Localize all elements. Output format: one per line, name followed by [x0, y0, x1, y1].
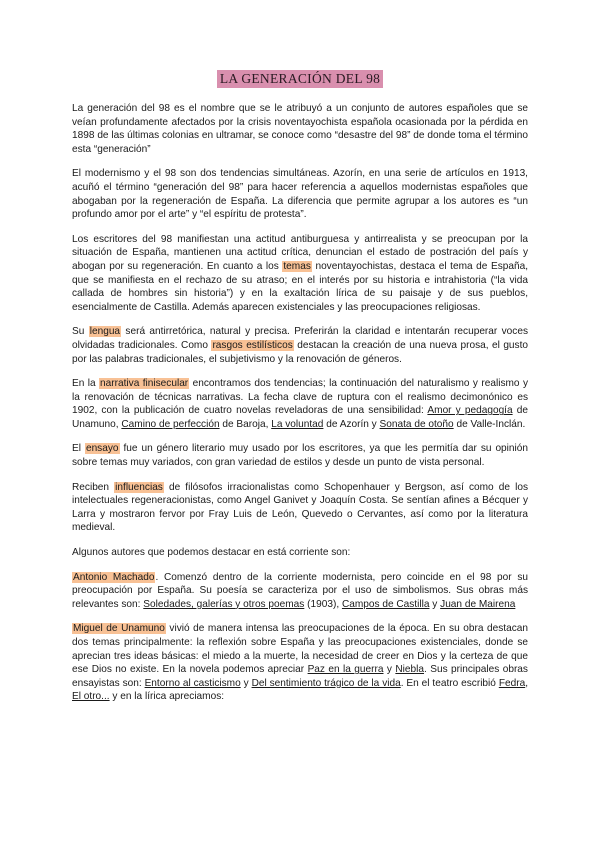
- paragraph-influencias: [72, 481, 528, 535]
- text: encontramos dos tendencias; la continuación del naturalismo y realismo y la renovación de técnicas narrativas. La fecha clave de ruptura con el realismo decimonónico es 1902, con la publicación de cuatro novelas reveladoras de una sensibilidad:: [72, 378, 528, 417]
- work-title: Del sentimiento trágico de la vida: [251, 677, 401, 689]
- paragraph-machado: [72, 571, 528, 612]
- paragraph-lengua: [72, 325, 528, 366]
- paragraph-autores: Algunos autores que podemos destacar en está corriente son:: [72, 547, 351, 559]
- text: de Baroja,: [222, 418, 269, 430]
- work-title: Juan de Mairena: [440, 598, 516, 610]
- text: y: [243, 677, 249, 689]
- text: Los escritores del 98 manifiestan una actitud antiburguesa y antirrealista y se preocupan por la situación de España, mantienen una actitud crítica, denuncian el estado de postración del país y abogan por su regeneración. En cuanto a los: [72, 233, 528, 272]
- work-title: Campos de Castilla: [341, 598, 430, 610]
- paragraph-intro: La generación del 98 es el nombre que se le atribuyó a un conjunto de autores españoles que se veían profundamente afectados por la crisis noventayochista española ocasionada por la pérdida en 1898 de las últimas colonias en ultramar, se conoce como “desastre del 98” de donde toma el término esta “generación”: [72, 103, 528, 155]
- work-title: La voluntad: [271, 418, 324, 430]
- highlight-temas: temas: [283, 260, 311, 272]
- paragraph-modernismo: El modernismo y el 98 son dos tendencias simultáneas. Azorín, en una serie de artículos en 1913, acuñó el término “generación del 98” para hacer referencia a aquellos modernistas españoles que abogaban por la regeneración de España. La diferencia que permite agrupar a los autores es “un profundo amor por el arte” y “el espíritu de protesta”.: [72, 168, 528, 221]
- text: . Sus principales obras ensayistas son:: [72, 664, 528, 689]
- paragraph-narrativa: [72, 377, 528, 431]
- work-title: Sonata de otoño: [379, 418, 454, 430]
- highlight-narrativa: narrativa finisecular: [100, 378, 189, 390]
- text: vivió de manera intensa las preocupaciones de la época. En su obra destacan dos temas principalmente: la reflexión sobre España y las preocupaciones existenciales, donde se aprecian tres ideas básicas: el miedo a la muerte, la necesidad de creer en Dios y la certeza de que ese Dios no existe. En la novela podemos apreciar: [72, 623, 528, 676]
- highlight-lengua: lengua: [89, 326, 121, 338]
- paragraph-temas: [72, 233, 528, 315]
- text: será antirretórica, natural y precisa. Preferirán la claridad e intentarán recuperar voces olvidadas tradicionales. Como: [72, 326, 529, 351]
- work-title: El otro...: [72, 691, 110, 703]
- highlight-unamuno: Miguel de Unamuno: [73, 623, 165, 635]
- text: . En el teatro escribió: [400, 677, 496, 689]
- highlight-rasgos: rasgos estilísticos: [212, 339, 293, 351]
- text: de Unamuno,: [72, 405, 528, 430]
- text: El: [72, 443, 81, 455]
- work-title: Entorno al casticismo: [144, 677, 241, 689]
- text: . Comenzó dentro de la corriente modernista, pero coincide en el 98 por su preocupación por España. Su poesía se caracteriza por el uso de simbolismos. Sus obras más relevantes son:: [72, 571, 528, 610]
- text: ,: [525, 677, 528, 689]
- text: (1903),: [307, 598, 340, 610]
- text: y: [432, 598, 438, 610]
- work-title: Fedra: [498, 677, 526, 689]
- work-title: Paz en la guerra: [307, 664, 384, 676]
- text: de Azorín y: [326, 418, 377, 430]
- highlight-machado: Antonio Machado: [73, 571, 155, 583]
- text: de filósofos irracionalistas como Schopenhauer y Bergson, así como de los intelectuales regeneracionistas, como Angel Ganivet y Joaquín Costa. Se sentían afines a Bécquer y Larra y mostraron fervor por Fray Luis de León, Quevedo o Cervantes, así como por la literatura medieval.: [72, 481, 529, 534]
- work-title: Niebla: [395, 664, 425, 676]
- paragraph-ensayo: [72, 442, 528, 469]
- text: destacan la creación de una nueva prosa, el gusto por las palabras tradicionales, el subjetivismo y la renovación de géneros.: [72, 339, 529, 365]
- text: Reciben: [72, 481, 110, 493]
- title-wrap: [72, 70, 528, 88]
- text: y en la lírica apreciamos:: [112, 691, 225, 703]
- highlight-ensayo: ensayo: [85, 443, 119, 455]
- highlight-influencias: influencias: [115, 481, 163, 493]
- text: de Valle-Inclán.: [456, 418, 526, 430]
- text: noventayochistas, destaca el tema de España, que se manifiesta en el rechazo de su atraso; en el interés por su historia e intrahistoria (“la vida callada de hombres sin historia”) y en la exaltación lírica de su paisaje y de sus pueblos, esencialmente de Castilla. Además aparecen existenciales y las preocupaciones religiosas.: [72, 260, 528, 313]
- page-title: LA GENERACIÓN DEL 98: [217, 70, 383, 88]
- text: Su: [72, 326, 85, 338]
- text: fue un género literario muy usado por los escritores, ya que les permitía dar su opinión sobre temas muy variados, con gran variedad de estilos y desde un punto de vista personal.: [72, 443, 528, 469]
- work-title: Amor y pedagogía: [427, 405, 513, 417]
- work-title: Soledades, galerías y otros poemas: [143, 598, 305, 610]
- text: En la: [72, 378, 96, 390]
- text: y: [386, 664, 392, 676]
- paragraph-unamuno: [72, 622, 528, 704]
- work-title: Camino de perfección: [121, 418, 220, 430]
